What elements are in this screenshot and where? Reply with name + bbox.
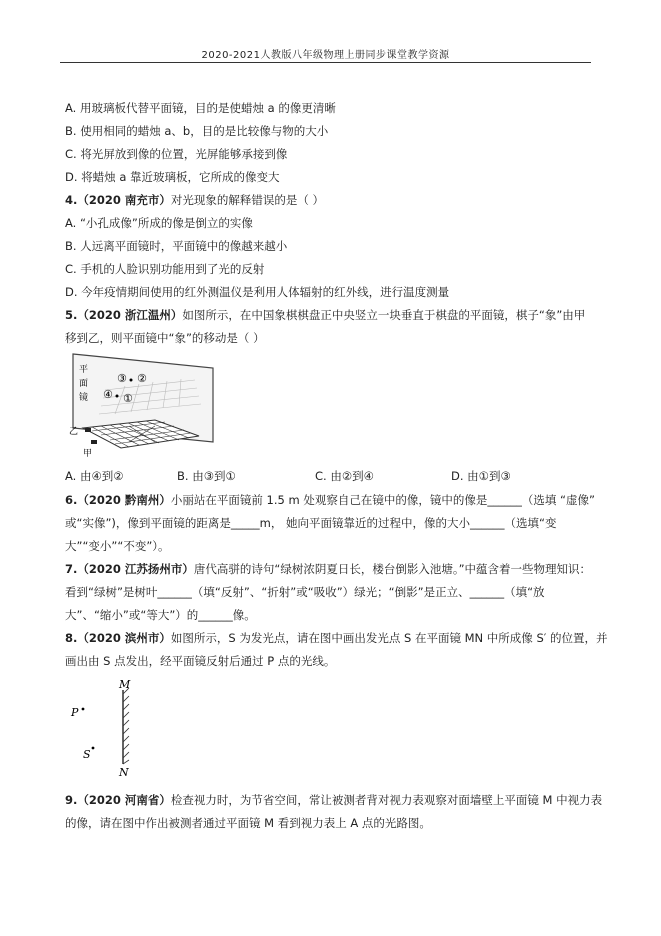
q5-source: （2020 浙江温州） — [77, 308, 183, 322]
q6-text: 小丽站在平面镜前 1.5 m 处观察自己在镜中的像，镜中的像是______（选填 “虚像” — [170, 493, 595, 507]
q8-source: （2020 滨州市） — [77, 631, 171, 645]
mirror-hatching — [123, 688, 129, 764]
q9-line2: 的像，请在图中作出被测者通过平面镜 M 看到视力表上 A 点的光路图。 — [65, 816, 431, 830]
q3-option-b: B. 使用相同的蜡烛 a、b，目的是比较像与物的大小 — [65, 124, 329, 138]
label-n: N — [119, 766, 129, 779]
q9-line1 — [65, 792, 602, 808]
q5-option-d: D. 由①到③ — [451, 469, 511, 483]
label-p: P — [71, 706, 79, 719]
q4-source: （2020 南充市） — [77, 193, 171, 207]
q8-number: 8. — [65, 631, 78, 645]
q5-option-b: B. 由③到① — [177, 469, 236, 483]
q7-text: 唐代高骈的诗句“绿树浓阴夏日长，楼台倒影入池塘。”中蕴含着一些物理知识： — [193, 562, 592, 576]
q8-line2: 画出由 S 点发出，经平面镜反射后通过 P 点的光线。 — [65, 654, 336, 668]
q9-source: （2020 河南省） — [77, 793, 171, 807]
position-3-label: ③ — [117, 372, 127, 385]
label-jia: 甲 — [83, 449, 93, 459]
q4-option-c: C. 手机的人脸识别功能用到了光的反射 — [65, 262, 265, 276]
q6-line2: 或“实像”)，像到平面镜的距离是_____m， 她向平面镜靠近的过程中，像的大小______（选填“变 — [65, 516, 557, 530]
q4-option-b: B. 人远离平面镜时，平面镜中的像越来越小 — [65, 239, 288, 253]
q3-option-a: A. 用玻璃板代替平面镜，目的是使蜡烛 a 的像更清晰 — [65, 101, 336, 115]
mirror-label-char3: 镜 — [79, 393, 89, 403]
label-s: S — [83, 748, 91, 761]
q6-source: （2020 黔南州） — [77, 493, 171, 507]
q5-stem-line2: 移到乙，则平面镜中“象”的移动是（ ） — [65, 331, 265, 345]
q4-option-d: D. 今年疫情期间使用的红外测温仪是利用人体辐射的红外线，进行温度测量 — [65, 285, 450, 299]
mirror-label-char2: 面 — [79, 379, 89, 389]
q4-option-a: A. “小孔成像”所成的像是倒立的实像 — [65, 216, 253, 230]
q7-source: （2020 江苏扬州市） — [77, 562, 194, 576]
q5-number: 5. — [65, 308, 78, 322]
point-s — [92, 747, 95, 750]
q6-line1 — [65, 492, 595, 508]
label-yi: 乙 — [69, 427, 79, 437]
q7-line3: 大”、“缩小”或“等大”）的______像。 — [65, 608, 256, 622]
q4-stem — [65, 192, 324, 208]
position-dot — [116, 395, 119, 398]
chess-piece-jia — [91, 440, 97, 444]
q6-line3: 大”“变小”“不变”）。 — [65, 539, 170, 553]
q5-option-a: A. 由④到② — [65, 469, 124, 483]
q8-text: 如图所示，S 为发光点，请在图中画出发光点 S 在平面镜 MN 中所成像 S′ 的位置，并 — [170, 631, 608, 645]
chess-piece-yi — [85, 428, 91, 432]
position-1-label: ① — [123, 392, 133, 405]
q5-stem-line1 — [65, 307, 585, 323]
header-divider — [60, 62, 591, 63]
q5-question: 如图所示，在中国象棋棋盘正中央竖立一块垂直于棋盘的平面镜，棋子“象”由甲 — [182, 308, 586, 322]
q7-number: 7. — [65, 562, 78, 576]
position-2-label: ② — [137, 372, 147, 385]
label-m: M — [119, 678, 131, 691]
q4-number: 4. — [65, 193, 78, 207]
q3-option-d: D. 将蜡烛 a 靠近玻璃板，它所成的像变大 — [65, 170, 280, 184]
position-dot — [130, 379, 133, 382]
position-4-label: ④ — [103, 388, 113, 401]
point-p — [82, 708, 85, 711]
q8-line1 — [65, 630, 608, 646]
page-header: 2020-2021人教版八年级物理上册同步课堂教学资源 — [201, 50, 450, 61]
q4-question: 对光现象的解释错误的是（ ） — [170, 193, 325, 207]
q5-option-c: C. 由②到④ — [315, 469, 374, 483]
chessboard-mirror-figure — [65, 350, 225, 462]
q6-number: 6. — [65, 493, 78, 507]
q7-line1 — [65, 561, 591, 577]
mirror-label-char1: 平 — [79, 365, 89, 375]
q9-text: 检查视力时，为节省空间，常让被测者背对视力表观察对面墙壁上平面镜 M 中视力表 — [170, 793, 603, 807]
q9-number: 9. — [65, 793, 78, 807]
q7-line2: 看到“绿树”是树叶______（填“反射”、“折射”或“吸收”）绿光；“倒影”是正立、______（填“放 — [65, 585, 545, 599]
mirror-mn-figure — [65, 676, 155, 782]
q3-option-c: C. 将光屏放到像的位置，光屏能够承接到像 — [65, 147, 288, 161]
